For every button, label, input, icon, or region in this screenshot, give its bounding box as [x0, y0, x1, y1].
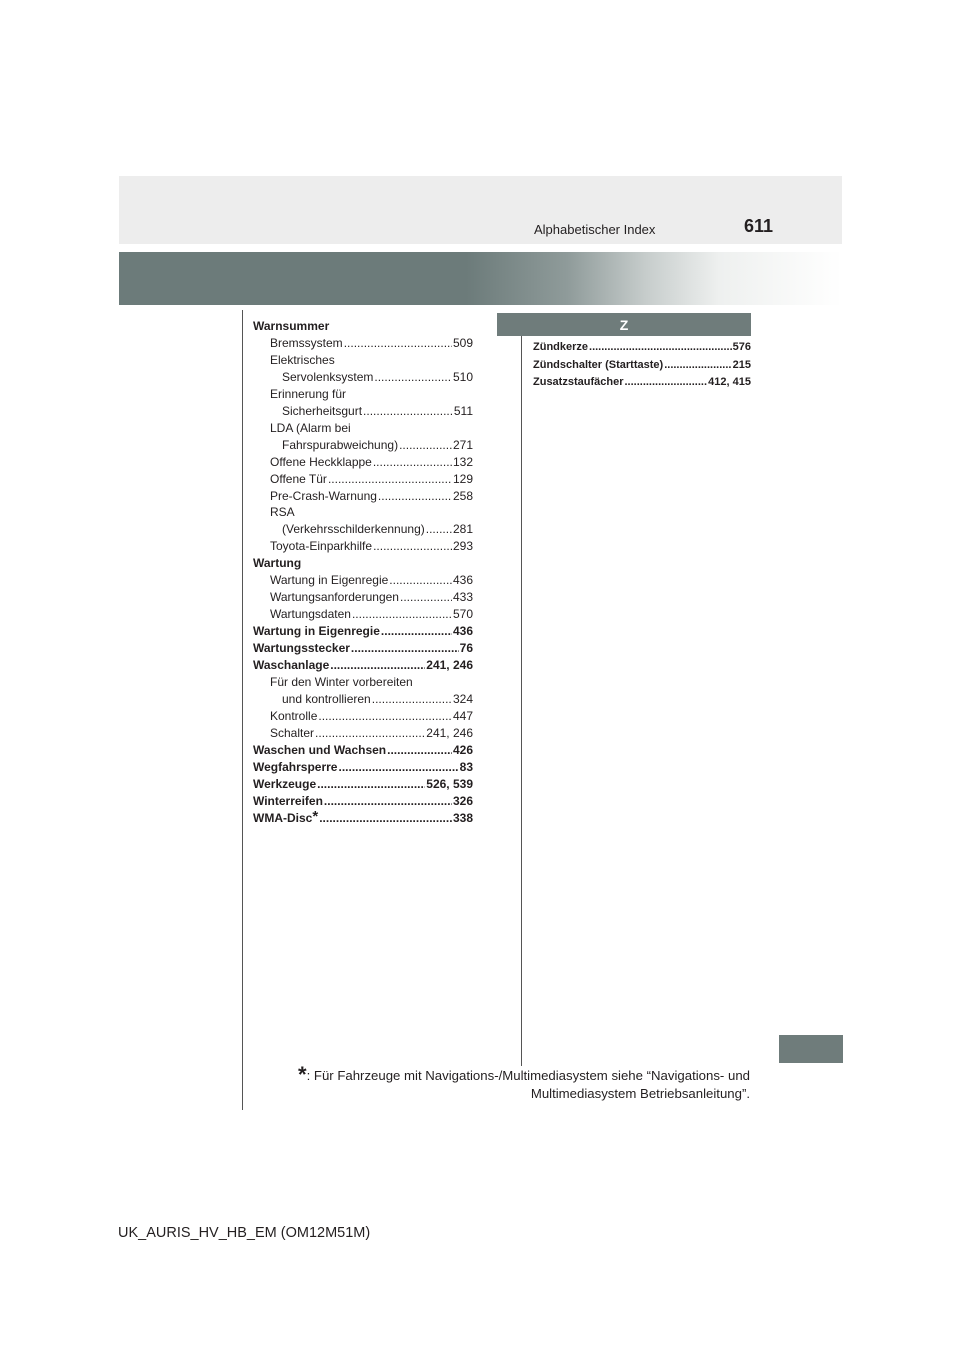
- footnote: [280, 1062, 750, 1103]
- index-entry-term: Zündschalter (Starttaste): [533, 358, 664, 371]
- header-gradient-band: [119, 252, 842, 305]
- index-entry-page: 412, 415: [708, 376, 751, 388]
- dot-leader: [664, 357, 731, 375]
- index-entry-term: Wartungsdaten: [270, 607, 351, 622]
- dot-leader: [372, 691, 452, 708]
- index-entry-page: 510: [452, 369, 473, 384]
- dot-leader: [389, 572, 452, 589]
- index-entry-term: Erinnerung für: [270, 386, 347, 401]
- index-entry: [253, 742, 473, 759]
- index-entry: [253, 725, 473, 742]
- dot-leader: [363, 403, 453, 420]
- index-entry-page: 509: [452, 335, 473, 350]
- index-entry: [253, 691, 473, 708]
- index-entry: [253, 369, 473, 386]
- footnote-line-1: [280, 1062, 750, 1087]
- dot-leader: [338, 759, 458, 776]
- index-entry-term: und kontrollieren: [282, 691, 371, 706]
- index-column-left: [253, 318, 473, 827]
- index-entry-term: Servolenksystem: [282, 369, 374, 384]
- index-entry: [253, 504, 473, 521]
- index-column-right: [533, 339, 751, 392]
- index-entry: [533, 357, 751, 375]
- index-entry-page: 436: [452, 624, 473, 639]
- section-title: Alphabetischer Index: [534, 222, 656, 237]
- letter-header-z: Z: [497, 313, 751, 336]
- index-entry: [253, 572, 473, 589]
- index-entry-page: 271: [452, 437, 473, 452]
- index-entry-page: 215: [732, 358, 751, 371]
- index-entry-term: Elektrisches: [270, 352, 335, 367]
- index-entry-page: 570: [452, 607, 473, 622]
- index-entry-term: RSA: [270, 505, 295, 520]
- index-entry-term: LDA (Alarm bei: [270, 420, 351, 435]
- page-number: 611: [744, 216, 774, 236]
- index-entry-term: (Verkehrsschilderkennung): [282, 522, 425, 537]
- index-entry: [253, 589, 473, 606]
- index-entry-term: Sicherheitsgurt: [282, 403, 363, 418]
- index-entry-page: 338: [452, 810, 473, 825]
- index-entry-term: Fahrspurabweichung): [282, 437, 399, 452]
- index-entry-page: 324: [452, 691, 473, 706]
- chapter-tab: [779, 1035, 843, 1063]
- index-entry: WMA-Disc * ..... 338: [253, 810, 473, 827]
- index-entry-term: Pre-Crash-Warnung: [270, 488, 377, 503]
- dot-leader: [381, 623, 452, 640]
- header-bar: [119, 176, 842, 244]
- footnote-marker: *: [298, 1062, 307, 1087]
- index-entry-page: 436: [452, 573, 473, 588]
- dot-leader: [400, 589, 452, 606]
- index-entry: [253, 488, 473, 505]
- index-entry: [253, 555, 473, 572]
- index-entry: [253, 623, 473, 640]
- dot-leader: [399, 437, 452, 454]
- index-entry: [253, 759, 473, 776]
- left-margin-rule: [242, 310, 243, 1110]
- dot-leader: [624, 374, 707, 392]
- index-entry-page: 281: [452, 522, 473, 537]
- index-entry-page: 258: [452, 488, 473, 503]
- index-entry-term: Wegfahrsperre: [253, 759, 338, 774]
- index-entry-page: 129: [452, 471, 473, 486]
- dot-leader: [373, 538, 452, 555]
- index-entry-page: 576: [732, 341, 751, 353]
- dot-leader: [324, 793, 452, 810]
- index-entry: [253, 708, 473, 725]
- index-entry: [253, 352, 473, 369]
- index-entry-page: 326: [452, 793, 473, 808]
- index-entry-page: 83: [459, 759, 473, 774]
- index-entry-term: Warnsummer: [253, 319, 330, 333]
- dot-leader: [374, 369, 452, 386]
- index-entry: [253, 420, 473, 437]
- index-entry-term: Waschen und Wachsen: [253, 742, 387, 757]
- index-entry-term: Winterreifen: [253, 793, 323, 808]
- dot-leader: [328, 471, 452, 488]
- index-entry-term: Wartung in Eigenregie: [253, 624, 380, 639]
- footnote-text-1: : Für Fahrzeuge mit Navigations-/Multimediasystem siehe “Navigations- und: [306, 1068, 750, 1083]
- index-entry: [253, 776, 473, 793]
- document-code: UK_AURIS_HV_HB_EM (OM12M51M): [118, 1225, 371, 1241]
- dot-leader: [589, 339, 732, 357]
- index-entry-term: Offene Heckklappe: [270, 454, 372, 469]
- index-entry: [253, 640, 473, 657]
- index-entry: [253, 521, 473, 538]
- index-entry-term: Wartung in Eigenregie: [270, 573, 389, 588]
- index-entry: [533, 374, 751, 392]
- index-entry-page: 241, 246: [426, 658, 473, 673]
- index-entry-page: 511: [453, 403, 473, 418]
- index-entry: [533, 339, 751, 357]
- index-entry-page: 293: [452, 539, 473, 554]
- dot-leader: [317, 776, 425, 793]
- index-entry-term: Zündkerze: [533, 341, 589, 353]
- index-entry: [253, 538, 473, 555]
- index-entry-page: 447: [452, 708, 473, 723]
- index-entry: [253, 657, 473, 674]
- index-entry: [253, 403, 473, 420]
- index-entry-term: Für den Winter vorbereiten: [270, 675, 413, 690]
- index-entry-term: WMA-Disc: [253, 810, 313, 825]
- index-entry-term: Schalter: [270, 725, 315, 740]
- dot-leader: [352, 606, 452, 623]
- index-entry-page: 426: [452, 742, 473, 757]
- index-entry-term: Toyota-Einparkhilfe: [270, 539, 373, 554]
- index-entry-term: Wartungsstecker: [253, 641, 350, 656]
- index-entry-page: 241, 246: [426, 725, 473, 740]
- index-entry-page: 526, 539: [426, 776, 473, 791]
- dot-leader: [315, 725, 425, 742]
- index-entry-term: Werkzeuge: [253, 776, 317, 791]
- index-entry: [253, 606, 473, 623]
- index-entry: [253, 335, 473, 352]
- dot-leader: [318, 708, 452, 725]
- index-entry-term: Bremssystem: [270, 335, 343, 350]
- index-entry: [253, 674, 473, 691]
- dot-leader: [319, 810, 452, 827]
- index-entry-term: Waschanlage: [253, 658, 330, 673]
- dot-leader: [330, 657, 425, 674]
- index-entry: [253, 471, 473, 488]
- index-entry: [253, 793, 473, 810]
- index-entry-term: Kontrolle: [270, 708, 318, 723]
- index-entry: [253, 437, 473, 454]
- dot-leader: [378, 488, 452, 505]
- index-entry-term: Wartungsanforderungen: [270, 590, 399, 605]
- index-entry-page: 132: [452, 454, 473, 469]
- footnote-line-2: Multimediasystem Betriebsanleitung”.: [530, 1086, 750, 1101]
- dot-leader: [344, 335, 452, 352]
- index-entry-term: Offene Tür: [270, 471, 327, 486]
- index-entry-term: Wartung: [253, 556, 302, 571]
- index-entry: [253, 318, 473, 335]
- index-entry: [253, 386, 473, 403]
- index-entry-page: 433: [452, 590, 473, 605]
- dot-leader: [387, 742, 452, 759]
- column-divider: [521, 318, 522, 1066]
- dot-leader: [426, 521, 452, 538]
- dot-leader: [351, 640, 459, 657]
- index-entry-page: 76: [459, 641, 473, 656]
- dot-leader: [373, 454, 452, 471]
- index-entry: [253, 454, 473, 471]
- index-entry-term: Zusatzstaufächer: [533, 376, 624, 388]
